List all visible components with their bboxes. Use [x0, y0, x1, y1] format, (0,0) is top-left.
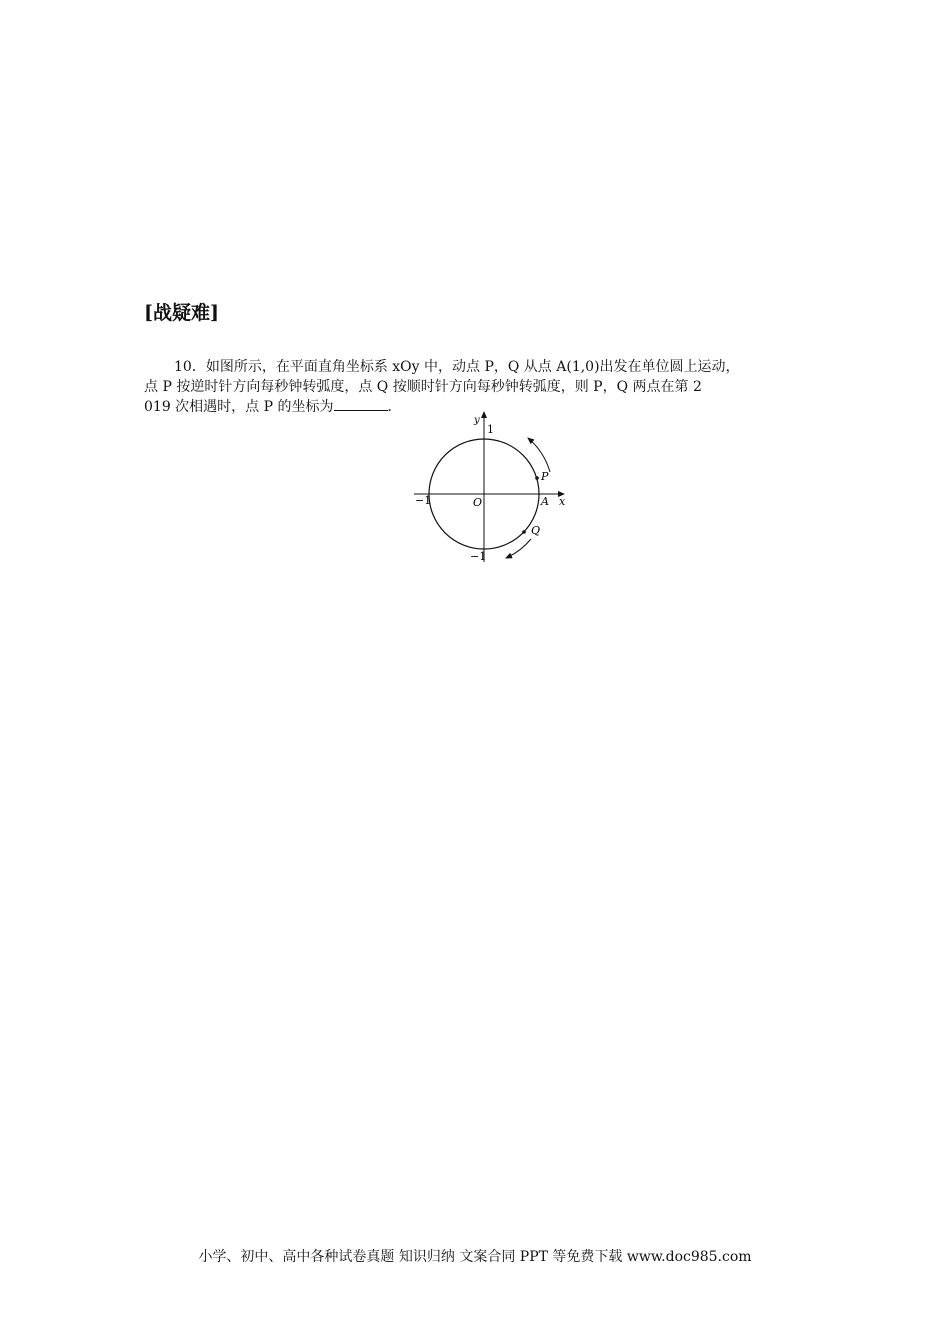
- problem-line-1: 10．如图所示，在平面直角坐标系 xOy 中，动点 P，Q 从点 A(1,0)出发在单位圆上运动，: [174, 359, 740, 375]
- tick-top: 1: [487, 423, 494, 436]
- section-title: [战疑难]: [144, 302, 219, 324]
- unit-circle-figure: [410, 408, 580, 572]
- origin-label: O: [473, 496, 483, 509]
- page-footer: 小学、初中、高中各种试卷真题 知识归纳 文案合同 PPT 等免费下载 www.doc985.com: [198, 1249, 752, 1265]
- point-p: [535, 476, 539, 480]
- problem-line-3-end: ．: [387, 399, 402, 415]
- q-label: Q: [531, 524, 541, 537]
- a-label: A: [541, 495, 549, 508]
- y-label: y: [474, 415, 480, 426]
- tick-left: −1: [415, 494, 432, 507]
- problem-line-2: 点 P 按逆时针方向每秒钟转弧度，点 Q 按顺时针方向每秒钟转弧度，则 P，Q 两点在第 2: [144, 379, 702, 395]
- point-q: [522, 530, 526, 534]
- clockwise-arrow: [506, 539, 531, 558]
- tick-bottom: −1: [470, 550, 487, 563]
- answer-blank: [334, 398, 388, 411]
- p-label: P: [541, 470, 549, 483]
- unit-circle-diagram: [410, 408, 580, 568]
- x-label: x: [559, 495, 566, 508]
- problem-line-3-text: 019 次相遇时，点 P 的坐标为: [144, 399, 334, 415]
